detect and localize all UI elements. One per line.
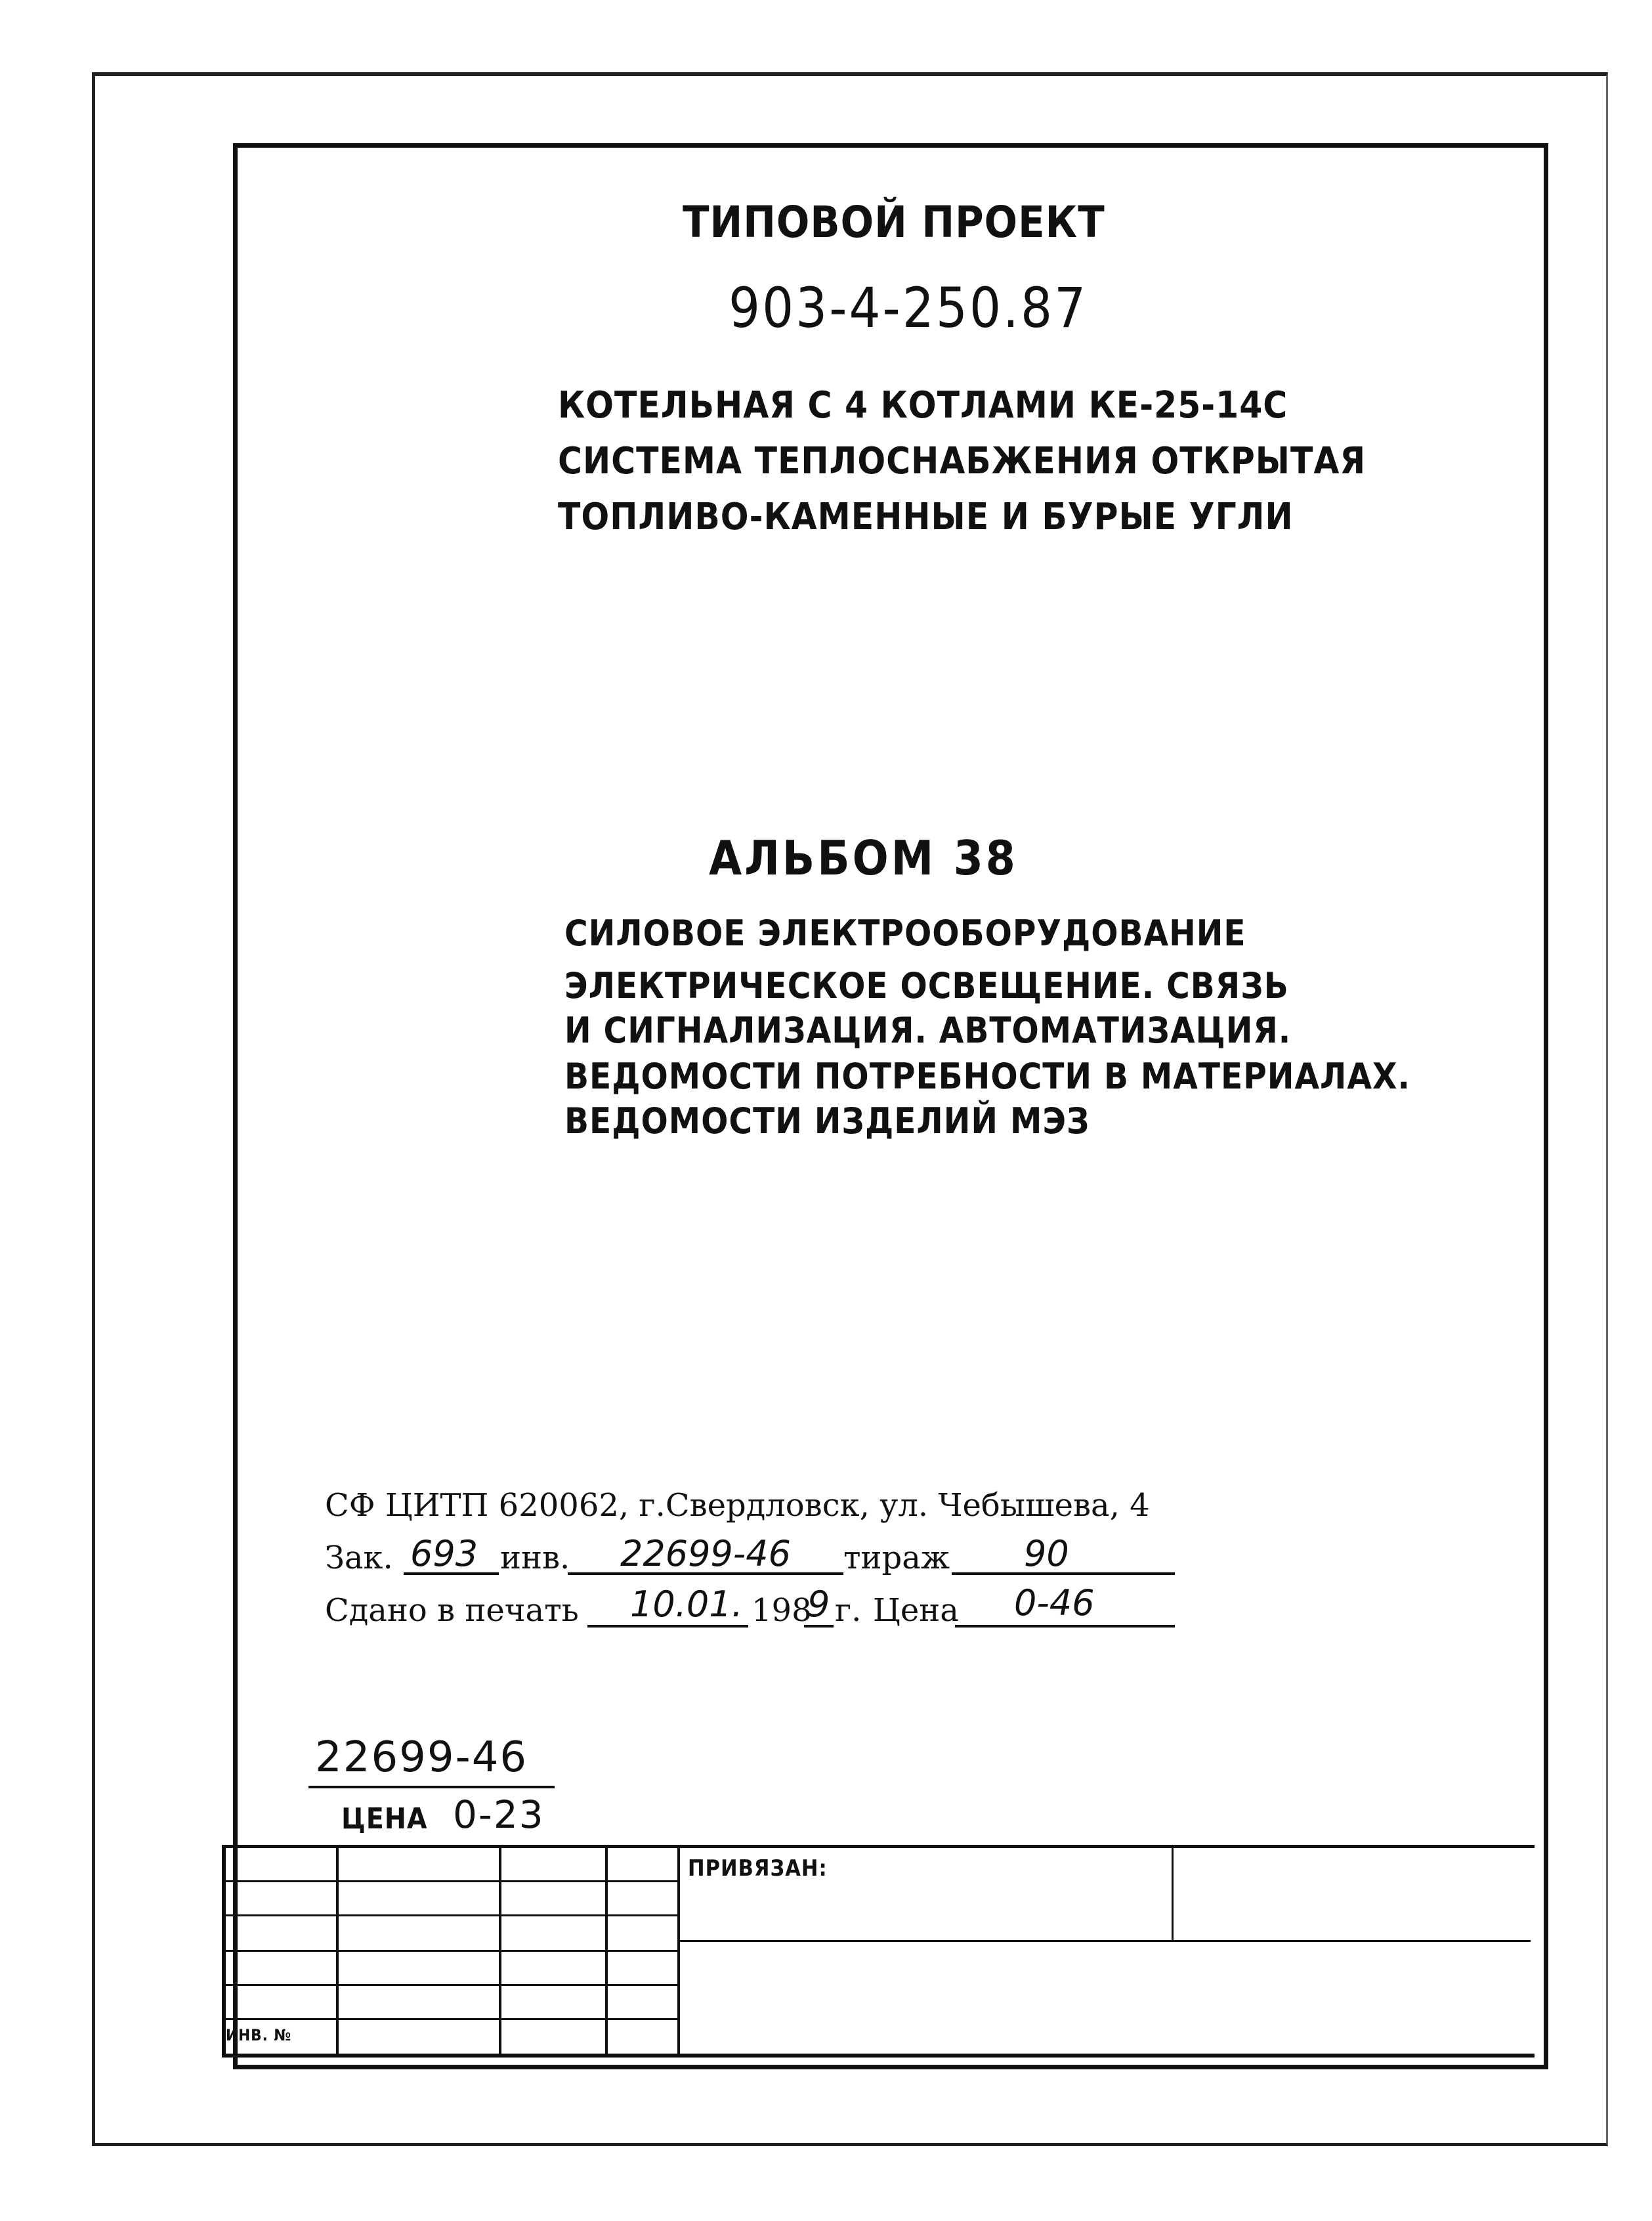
table-row-4	[222, 1984, 679, 1986]
header-line-3: ТОПЛИВО-КАМЕННЫЕ И БУРЫЕ УГЛИ	[558, 496, 1294, 538]
album-line-1: СИЛОВОЕ ЭЛЕКТРООБОРУДОВАНИЕ	[564, 913, 1246, 954]
catalog-price-label: ЦЕНА	[341, 1802, 428, 1836]
inventory-label: инв.	[500, 1540, 570, 1576]
album-line-4: ВЕДОМОСТИ ПОТРЕБНОСТИ В МАТЕРИАЛАХ.	[564, 1056, 1410, 1097]
order-label: Зак.	[325, 1540, 393, 1576]
linked-label: ПРИВЯЗАН:	[688, 1855, 828, 1882]
print-run-underline	[952, 1572, 1175, 1575]
print-run-value: 90	[1024, 1533, 1069, 1574]
catalog-number: 22699-46	[315, 1733, 528, 1782]
album-line-5: ВЕДОМОСТИ ИЗДЕЛИЙ МЭЗ	[564, 1100, 1090, 1142]
year-suffix: г.	[835, 1592, 862, 1629]
table-row-5	[222, 2018, 679, 2020]
publisher-address: СФ ЦИТП 620062, г.Свердловск, ул. Чебышева, 4	[325, 1487, 1150, 1524]
order-underline	[404, 1572, 499, 1575]
catalog-price-value: 0-23	[453, 1792, 545, 1837]
table-row-3	[222, 1950, 679, 1952]
year-prefix: 198	[752, 1592, 812, 1629]
sent-date-underline	[587, 1625, 748, 1628]
price-value: 0-46	[1014, 1582, 1095, 1624]
album-line-2: ЭЛЕКТРИЧЕСКОЕ ОСВЕЩЕНИЕ. СВЯЗЬ	[564, 965, 1289, 1006]
sent-to-print-label: Сдано в печать	[325, 1592, 579, 1629]
print-run-label: тираж	[843, 1540, 950, 1576]
year-underline	[804, 1625, 834, 1628]
header-line-2: СИСТЕМА ТЕПЛОСНАБЖЕНИЯ ОТКРЫТАЯ	[558, 440, 1366, 483]
sent-to-print-date: 10.01.	[630, 1584, 743, 1625]
album-title: АЛЬБОМ 38	[709, 830, 1018, 886]
price-label: Цена	[873, 1592, 959, 1629]
inventory-number-label: ИНВ. №	[226, 2026, 292, 2044]
table-row-2	[222, 1914, 679, 1916]
table-row-1	[222, 1880, 679, 1882]
catalog-number-underline	[308, 1786, 555, 1788]
inventory-value: 22699-46	[620, 1533, 791, 1574]
price-underline	[955, 1625, 1175, 1628]
document-type-title: ТИПОВОЙ ПРОЕКТ	[683, 197, 1105, 248]
table-top-line	[222, 1845, 1535, 1848]
table-col-5	[1172, 1845, 1174, 1940]
table-bottom-line	[222, 2054, 1535, 2058]
order-value: 693	[410, 1533, 478, 1574]
project-number: 903-4-250.87	[729, 276, 1088, 340]
year-digit: 9	[807, 1584, 830, 1625]
album-line-3: И СИГНАЛИЗАЦИЯ. АВТОМАТИЗАЦИЯ.	[564, 1010, 1292, 1051]
table-row-right	[677, 1940, 1531, 1942]
inventory-underline	[568, 1572, 843, 1575]
header-line-1: КОТЕЛЬНАЯ С 4 КОТЛАМИ КЕ-25-14С	[558, 384, 1288, 427]
